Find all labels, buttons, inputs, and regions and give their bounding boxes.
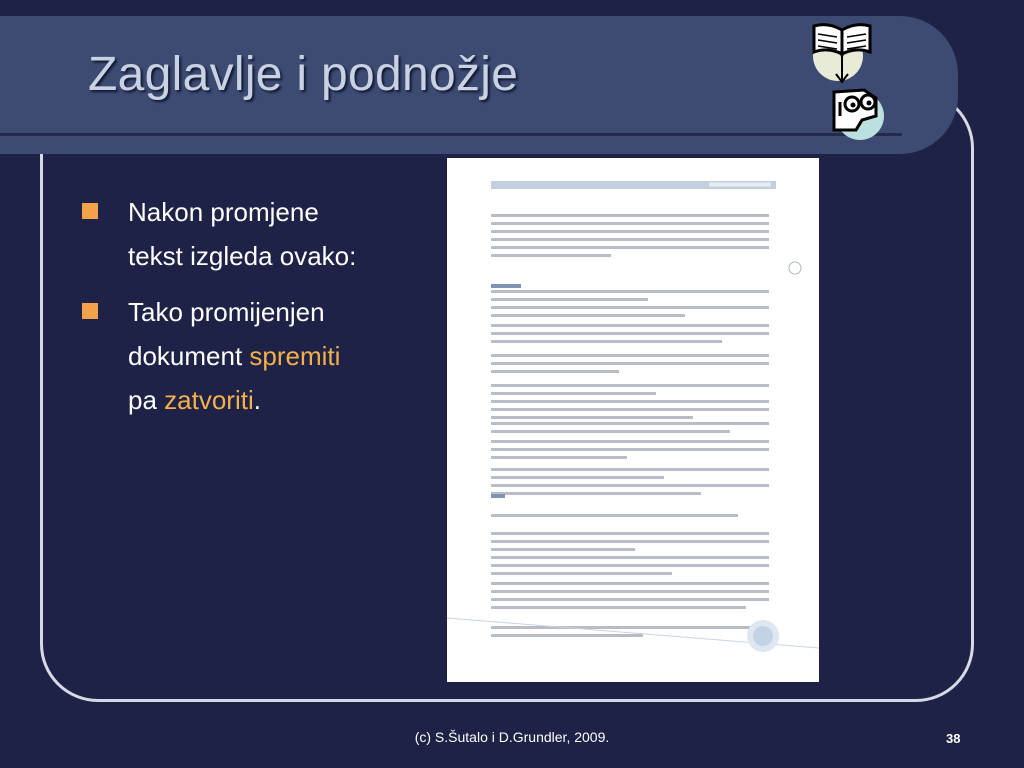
doc-text-line [491, 456, 627, 459]
doc-text-line [491, 590, 769, 593]
bullet-item [82, 190, 437, 278]
book-icon [813, 25, 870, 82]
doc-text-line [491, 556, 769, 559]
doc-text-line [491, 606, 746, 609]
doc-text-line [491, 400, 769, 403]
doc-text-line [491, 514, 738, 517]
bullet-item [82, 290, 437, 422]
doc-text-line [491, 548, 635, 551]
bullet-text: dokument [128, 341, 250, 371]
doc-text-line [491, 298, 648, 301]
highlight-spremiti: spremiti [249, 341, 341, 371]
highlight-zatvoriti: zatvoriti [164, 385, 254, 415]
bullet-square-icon [82, 303, 98, 319]
slide-title: Zaglavlje i podnožje [88, 48, 519, 101]
doc-text-line [491, 254, 611, 257]
doc-heading-line [491, 284, 521, 288]
book-face-logo [806, 18, 888, 140]
doc-text-line [491, 332, 769, 335]
doc-text-line [491, 626, 769, 629]
bullet-square-icon [82, 203, 98, 219]
doc-text-line [491, 416, 693, 419]
doc-text-line [491, 214, 769, 217]
bullet-text: tekst izgleda ovako: [128, 241, 357, 271]
document-screenshot [447, 158, 819, 682]
footer-text: (c) S.Šutalo i D.Grundler, 2009. [414, 729, 610, 745]
doc-text-line [491, 430, 730, 433]
doc-text-line [491, 484, 769, 487]
bullet-text: pa [128, 385, 165, 415]
doc-text-line [491, 340, 722, 343]
doc-text-line [491, 370, 619, 373]
doc-text-line [491, 476, 664, 479]
doc-text-line [491, 532, 769, 535]
doc-text-line [491, 354, 769, 357]
doc-text-line [491, 314, 685, 317]
doc-text-line [491, 306, 769, 309]
bullet-text: . [253, 385, 261, 415]
doc-text-line [491, 492, 701, 495]
doc-heading-line [491, 494, 505, 498]
doc-text-line [491, 408, 769, 411]
doc-text-line [491, 440, 769, 443]
doc-text-line [491, 448, 769, 451]
doc-text-line [491, 468, 769, 471]
doc-text-line [491, 392, 656, 395]
bullet-text: Nakon promjene [128, 197, 319, 227]
doc-text-line [491, 422, 769, 425]
doc-text-line [491, 598, 769, 601]
doc-text-line [491, 572, 672, 575]
title-rule [0, 133, 902, 136]
doc-text-line [491, 324, 769, 327]
doc-text-line [491, 362, 769, 365]
doc-text-line [491, 290, 769, 293]
doc-text-line [491, 222, 769, 225]
doc-text-line [491, 230, 769, 233]
doc-text-line [491, 634, 643, 637]
doc-text-line [491, 540, 769, 543]
doc-text-line [491, 384, 769, 387]
doc-text-line [491, 582, 769, 585]
doc-text-line [491, 238, 769, 241]
page-number: 38 [946, 731, 961, 746]
cartoon-face-icon [834, 90, 884, 140]
doc-text-line [491, 246, 769, 249]
bullet-list [82, 190, 437, 434]
doc-text-line [491, 564, 769, 567]
bullet-text: Tako promijenjen [128, 297, 325, 327]
